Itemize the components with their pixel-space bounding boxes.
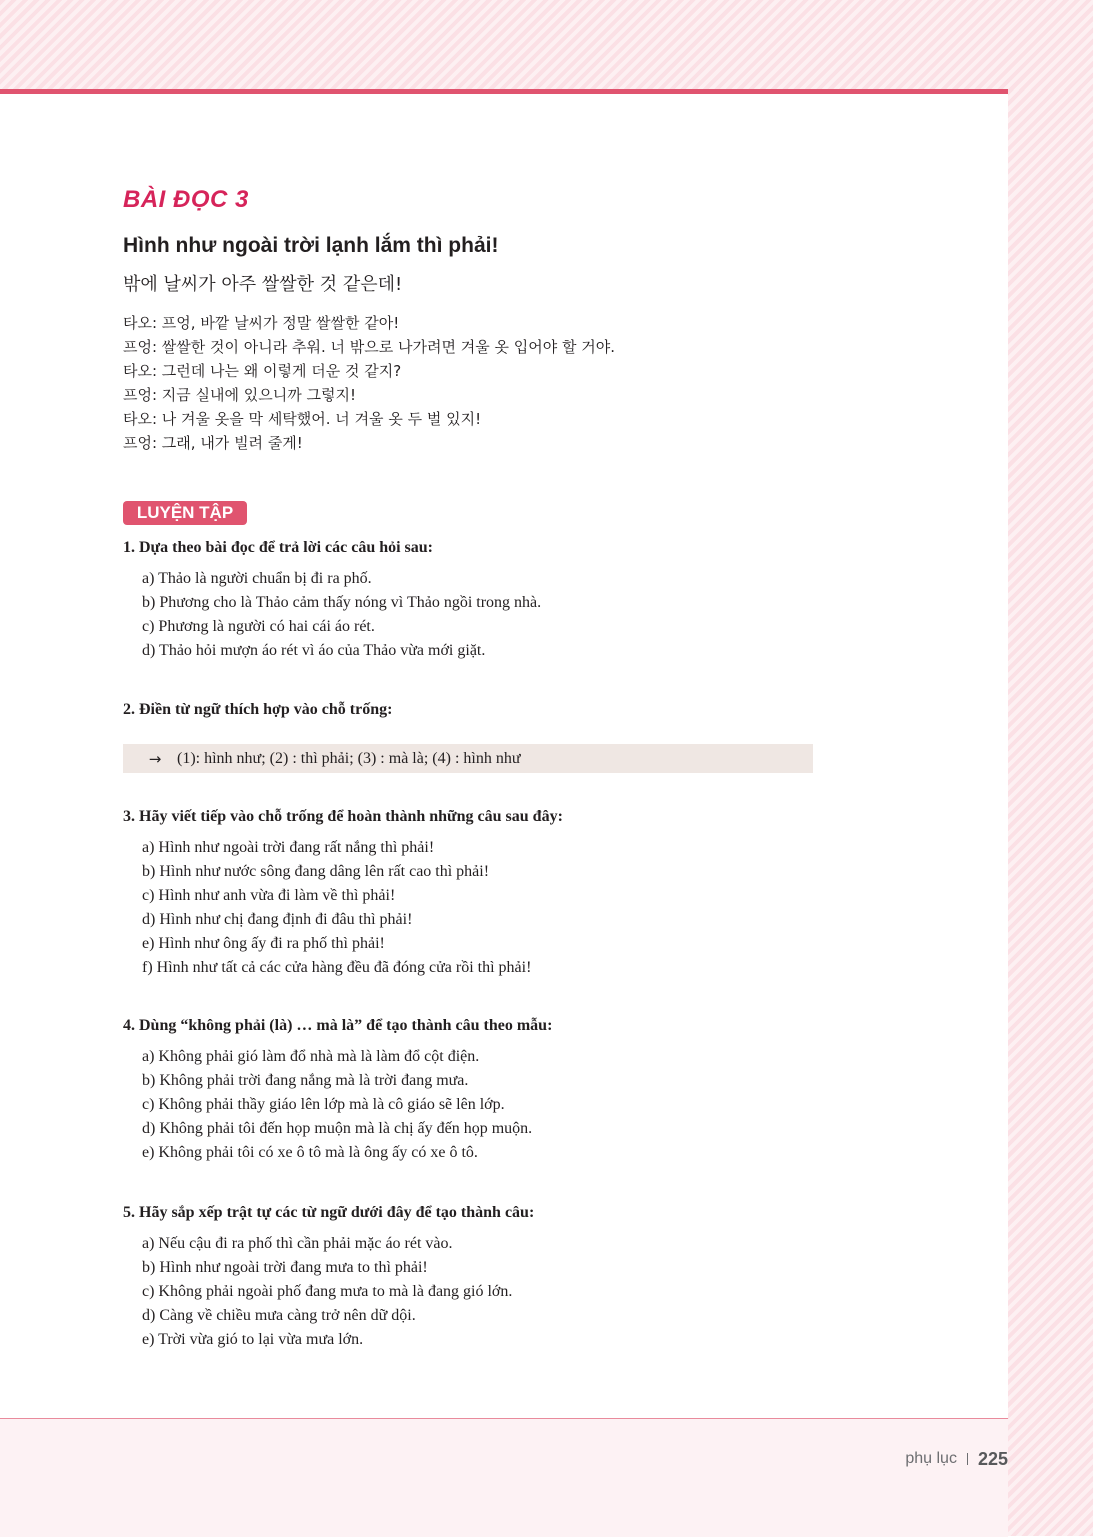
practice-badge: LUYỆN TẬP	[123, 501, 247, 525]
answer-item: d) Hình như chị đang định đi đâu thì phải!	[142, 911, 413, 928]
header-rule	[0, 89, 1008, 94]
answer-item: a) Hình như ngoài trời đang rất nắng thì phải!	[142, 839, 435, 856]
question-1-heading: 1. Dựa theo bài đọc để trả lời các câu hỏi sau:	[123, 539, 434, 556]
answer-item: d) Càng về chiều mưa càng trở nên dữ dội.	[142, 1307, 416, 1324]
question-2-heading: 2. Điền từ ngữ thích hợp vào chỗ trống:	[123, 701, 393, 718]
dialogue-line: 타오: 나 겨울 옷을 막 세탁했어. 너 겨울 옷 두 벌 있지!	[123, 410, 482, 428]
lesson-label: BÀI ĐỌC 3	[123, 186, 249, 213]
answer-item: a) Nếu cậu đi ra phố thì cần phải mặc áo rét vào.	[142, 1235, 453, 1252]
lesson-title-vietnamese: Hình như ngoài trời lạnh lắm thì phải!	[123, 234, 499, 257]
question-4-answers	[142, 1045, 532, 1165]
answer-item: f) Hình như tất cả các cửa hàng đều đã đóng cửa rồi thì phải!	[142, 959, 532, 976]
answer-item: e) Trời vừa gió to lại vừa mưa lớn.	[142, 1331, 364, 1348]
answer-item: b) Phương cho là Thảo cảm thấy nóng vì Thảo ngồi trong nhà.	[142, 594, 542, 611]
answer-item: e) Không phải tôi có xe ô tô mà là ông ấy có xe ô tô.	[142, 1144, 478, 1161]
dialogue-line: 타오: 프엉, 바깥 날씨가 정말 쌀쌀한 같아!	[123, 314, 400, 332]
answer-item: c) Hình như anh vừa đi làm về thì phải!	[142, 887, 396, 904]
answer-item: d) Thảo hỏi mượn áo rét vì áo của Thảo vừa mới giặt.	[142, 642, 486, 659]
question-5-answers	[142, 1232, 512, 1352]
answer-item: b) Không phải trời đang nắng mà là trời đang mưa.	[142, 1072, 469, 1089]
answer-item: a) Không phải gió làm đổ nhà mà là làm đổ cột điện.	[142, 1048, 480, 1065]
question-3-answers	[142, 836, 531, 980]
dialogue-line: 타오: 그런데 나는 왜 이렇게 더운 것 같지?	[123, 362, 402, 380]
arrow-right-icon: →	[148, 749, 162, 768]
answer-item: c) Không phải ngoài phố đang mưa to mà là đang gió lớn.	[142, 1283, 513, 1300]
question-2-answer: (1): hình như; (2) : thì phải; (3) : mà là; (4) : hình như	[177, 749, 521, 767]
answer-item: c) Không phải thầy giáo lên lớp mà là cô giáo sẽ lên lớp.	[142, 1096, 505, 1113]
answer-item: b) Hình như ngoài trời đang mưa to thì phải!	[142, 1259, 428, 1276]
dialogue-line: 프엉: 그래, 내가 빌려 줄게!	[123, 434, 303, 452]
question-5-heading: 5. Hãy sắp xếp trật tự các từ ngữ dưới đây để tạo thành câu:	[123, 1204, 535, 1221]
answer-item: c) Phương là người có hai cái áo rét.	[142, 618, 375, 635]
answer-item: a) Thảo là người chuẩn bị đi ra phố.	[142, 570, 372, 587]
answer-item: d) Không phải tôi đến họp muộn mà là chị ấy đến họp muộn.	[142, 1120, 533, 1137]
top-stripe-decoration	[0, 0, 1093, 90]
dialogue-line: 프엉: 쌀쌀한 것이 아니라 추워. 너 밖으로 나가려면 겨울 옷 입어야 할 거야.	[123, 338, 616, 356]
page-footer	[905, 1448, 1008, 1470]
lesson-title-korean: 밖에 날씨가 아주 쌀쌀한 것 같은데!	[123, 274, 403, 295]
footer-section-label: phụ lục	[905, 1450, 957, 1467]
question-3-heading: 3. Hãy viết tiếp vào chỗ trống để hoàn thành những câu sau đây:	[123, 808, 563, 825]
footer-band	[0, 1418, 1008, 1537]
page-number: 225	[977, 1448, 1008, 1469]
question-1-answers	[142, 567, 541, 663]
right-stripe-decoration	[1008, 90, 1093, 1536]
footer-divider	[967, 1453, 968, 1465]
question-4-heading: 4. Dùng “không phải (là) … mà là” để tạo thành câu theo mẫu:	[123, 1017, 553, 1034]
answer-item: b) Hình như nước sông đang dâng lên rất cao thì phải!	[142, 863, 490, 880]
answer-item: e) Hình như ông ấy đi ra phố thì phải!	[142, 935, 385, 952]
dialogue-line: 프엉: 지금 실내에 있으니까 그렇지!	[123, 386, 357, 404]
dialogue	[123, 311, 823, 455]
question-2-answer-box	[123, 744, 813, 773]
